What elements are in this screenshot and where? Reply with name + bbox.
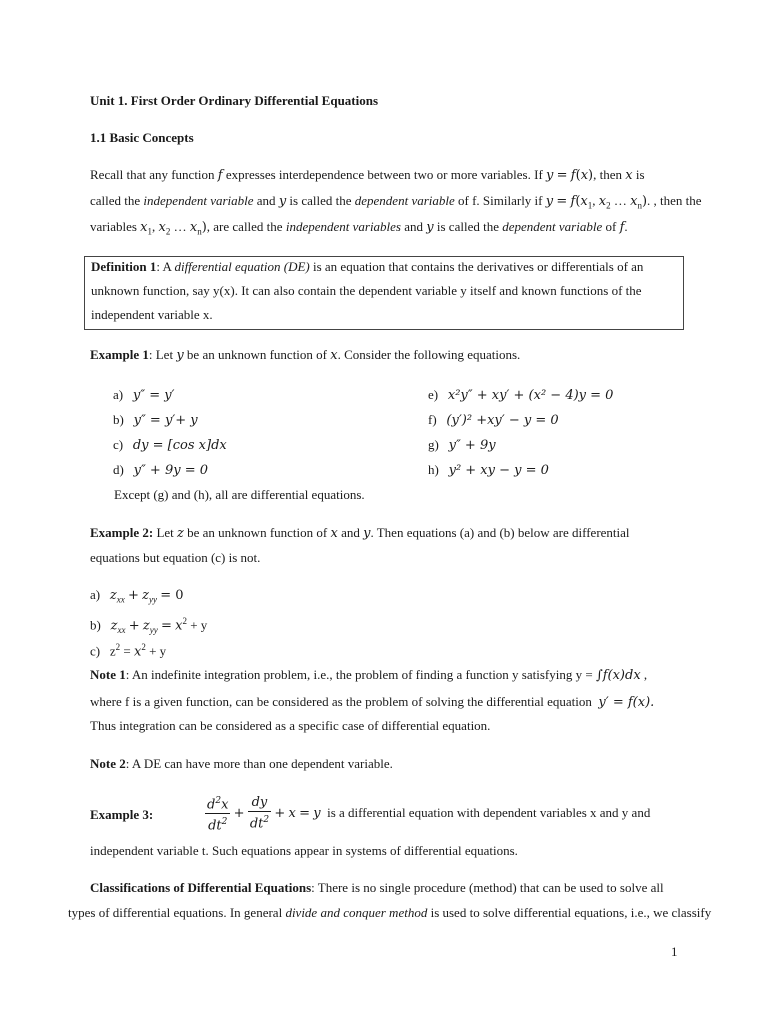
definition-line-3: independent variable x. [91, 307, 213, 322]
unit-title: Unit 1. First Order Ordinary Differential Equations [90, 93, 379, 108]
example1-conclusion: Except (g) and (h), all are differential equations. [114, 487, 365, 502]
page-number: 1 [671, 944, 678, 959]
example1-item-b: b) y″ = y′+ y [113, 412, 198, 428]
note1-line-2: where f is a given function, can be considered as the problem of solving the differential equation y′ = f(x). [90, 694, 655, 710]
intro-line-2: called the independent variable and y is called the dependent variable of f. Similarly if $y = f(x_1$, $x_2$ … $x_n$). , then the [90, 193, 702, 211]
example2-item-b: b) $z_{xx} + z_{yy} = x^2 + y$ [90, 616, 208, 635]
example1-item-h: h) y² + xy − y = 0 [428, 462, 549, 478]
example2-item-c: c) $z^2 = x^2 + y$ [90, 642, 167, 660]
example2-line-1: Example 2: Let z be an unknown function of x and y. Then equations (a) and (b) below are differential [90, 525, 630, 541]
note2: Note 2: A DE can have more than one dependent variable. [90, 756, 393, 771]
note1-line-3: Thus integration can be considered as a specific case of differential equation. [90, 718, 491, 733]
intro-line-3: variables $x_1$, $x_2$ … $x_n$), are called the independent variables and y is called the dependent variable of f. [90, 219, 628, 237]
example1-item-c: c) dy = [cos x]dx [113, 437, 227, 453]
classification-line-2: types of differential equations. In general divide and conquer method is used to solve differential equations, i.e., we classify [68, 905, 712, 920]
example3-label: Example 3: [90, 807, 154, 822]
example3-equation: $\frac{d^2x}{dt^2}$ + $\frac{dy}{dt^2}$ + x = y is a differential equation with dependent variables x and y and [205, 793, 650, 835]
note1-line-1: Note 1: An indefinite integration problem, i.e., the problem of finding a function y satisfying y = ∫f(x)dx , [90, 667, 648, 683]
classification-line-1: Classifications of Differential Equations: There is no single procedure (method) that can be used to solve all [90, 880, 664, 895]
example2-line-2: equations but equation (c) is not. [90, 550, 261, 565]
definition-line-2: unknown function, say y(x). It can also contain the dependent variable y itself and known functions of the [91, 283, 642, 298]
example1-intro: Example 1: Let y be an unknown function of x. Consider the following equations. [90, 347, 521, 363]
section-title: 1.1 Basic Concepts [90, 130, 194, 145]
intro-line-1: Recall that any function f expresses interdependence between two or more variables. If y = f(x), then x is [90, 167, 645, 183]
example3-line-2: independent variable t. Such equations appear in systems of differential equations. [90, 843, 518, 858]
example1-item-g: g) y″ + 9y [428, 437, 496, 453]
example1-item-e: e) x²y″ + xy′ + (x² − 4)y = 0 [428, 387, 614, 403]
definition-line-1: Definition 1: A differential equation (DE) is an equation that contains the derivatives or differentials of an [91, 259, 644, 274]
example1-item-d: d) y″ + 9y = 0 [113, 462, 208, 478]
example1-item-f: f) (y′)² +xy′ − y = 0 [428, 412, 559, 428]
example2-item-a: a) $z_{xx} + z_{yy} = 0$ [90, 587, 184, 605]
example1-item-a: a) y″ = y′ [113, 387, 175, 403]
